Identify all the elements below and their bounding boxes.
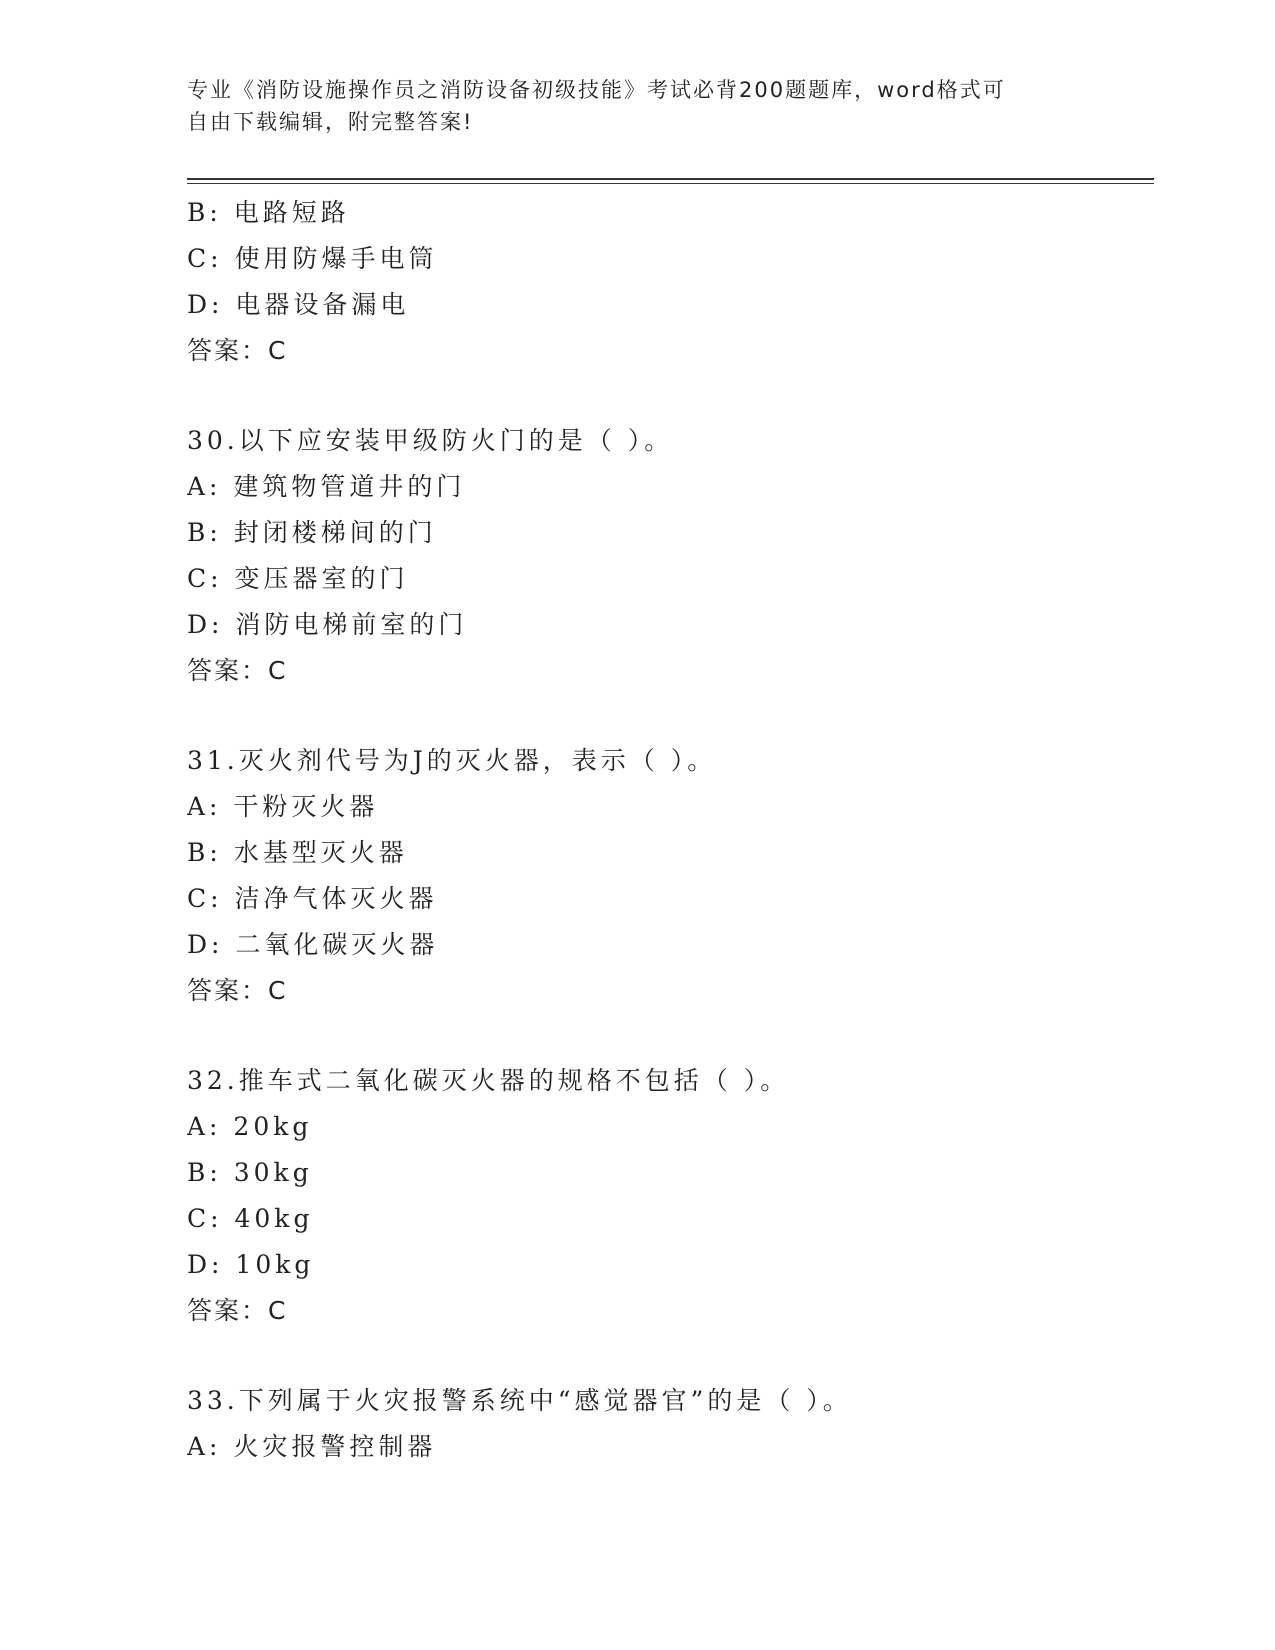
question-list	[187, 190, 1137, 1470]
answer: 答案：C	[187, 1296, 288, 1325]
question-stem: 30.以下应安装甲级防火门的是（ ）。	[187, 426, 674, 455]
option-d: D: 消防电梯前室的门	[187, 610, 468, 639]
option-c: C: 使用防爆手电筒	[187, 244, 438, 273]
option-c: C: 洁净气体灭火器	[187, 884, 438, 913]
question-stem: 32.推车式二氧化碳灭火器的规格不包括（ ）。	[187, 1066, 790, 1095]
option-a: A: 干粉灭火器	[187, 792, 379, 821]
header-line-2: 自由下载编辑，附完整答案!	[187, 110, 474, 134]
answer: 答案：C	[187, 336, 288, 365]
question-33	[187, 1378, 1137, 1470]
option-c: C: 变压器室的门	[187, 564, 409, 593]
prev-question-tail	[187, 190, 1137, 374]
option-d: D: 二氧化碳灭火器	[187, 930, 439, 959]
option-b: B: 电路短路	[187, 198, 350, 227]
option-b: B: 30kg	[187, 1158, 313, 1187]
document-header	[187, 74, 1067, 138]
option-b: B: 封闭楼梯间的门	[187, 518, 437, 547]
question-stem: 31.灭火剂代号为J的灭火器，表示（ ）。	[187, 746, 717, 775]
answer: 答案：C	[187, 976, 288, 1005]
question-stem: 33.下列属于火灾报警系统中“感觉器官”的是（ ）。	[187, 1386, 852, 1415]
option-d: D: 电器设备漏电	[187, 290, 410, 319]
option-c: C: 40kg	[187, 1204, 314, 1233]
option-a: A: 20kg	[187, 1112, 313, 1141]
header-line-1: 专业《消防设施操作员之消防设备初级技能》考试必背200题题库，word格式可	[187, 78, 1006, 102]
question-30	[187, 418, 1137, 694]
header-rule-thick	[187, 178, 1154, 180]
option-d: D: 10kg	[187, 1250, 315, 1279]
option-a: A: 建筑物管道井的门	[187, 472, 466, 501]
header-rule-thin	[187, 183, 1154, 184]
question-31	[187, 738, 1137, 1014]
option-a: A: 火灾报警控制器	[187, 1432, 437, 1461]
option-b: B: 水基型灭火器	[187, 838, 408, 867]
question-32	[187, 1058, 1137, 1334]
answer: 答案：C	[187, 656, 288, 685]
